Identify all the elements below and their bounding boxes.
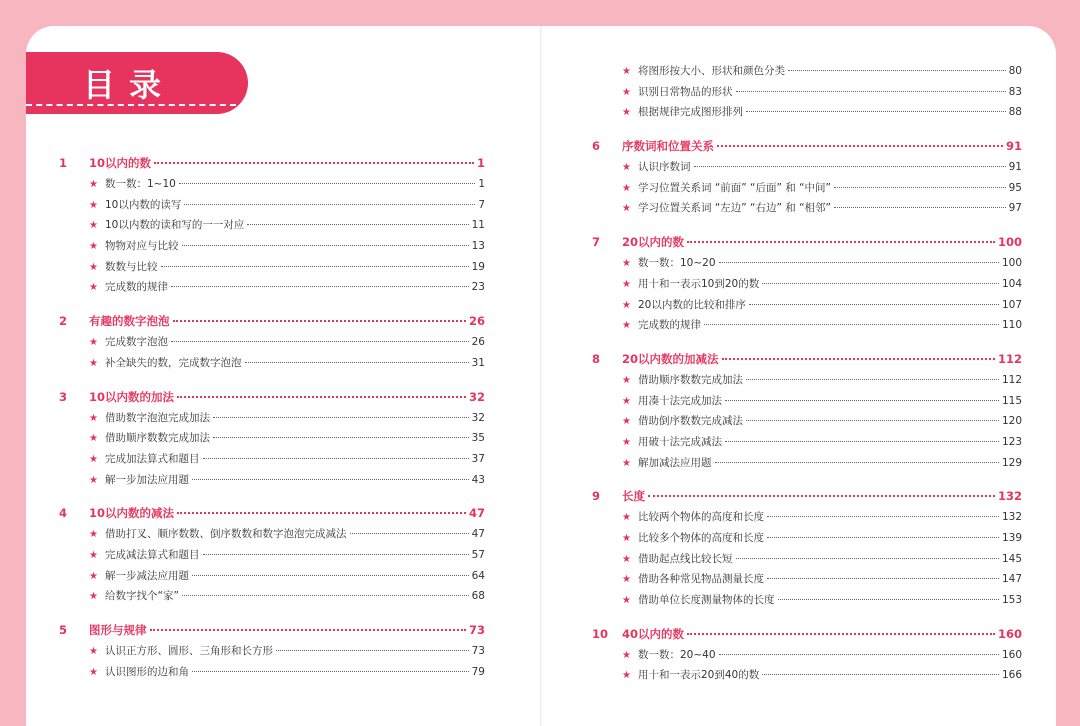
toc-item-label: 10以内数的读写 [105,198,182,211]
dot-leader [213,417,469,418]
toc-item-page: 115 [1001,394,1022,407]
dot-leader [725,441,999,442]
dot-leader [715,462,999,463]
dot-leader [746,111,1006,112]
toc-item-page: 35 [471,432,485,445]
chapter-number: 4 [59,506,68,521]
star-icon: ★ [89,666,98,678]
toc-item[interactable] [592,528,1022,549]
dot-leader [767,537,999,538]
toc-chapter-heading[interactable] [59,386,485,408]
dot-leader [762,283,999,284]
chapter-number: 3 [59,389,68,404]
toc-chapter-heading[interactable] [592,348,1022,370]
toc-item-page: 73 [471,645,485,657]
toc-item-label: 比较两个物体的高度和长度 [638,511,764,524]
toc-item-label: 将图形按大小、形状和颜色分类 [638,65,785,77]
toc-item-page: 7 [478,198,485,211]
dot-leader [247,224,468,225]
dot-leader [192,671,469,672]
star-icon: ★ [622,299,631,311]
star-icon: ★ [622,66,631,77]
toc-item[interactable] [592,295,1022,316]
toc-chapter [59,386,485,491]
toc-item-label: 认识序数词 [638,161,691,174]
toc-item-page: 95 [1008,181,1022,194]
toc-item-label: 借助单位长度测量物体的长度 [638,594,775,607]
chapter-number: 5 [59,623,68,637]
toc-item-label: 学习位置关系词 “前面” “后面” 和 “中间” [638,181,831,194]
toc-item-label: 完成数的规律 [105,281,168,294]
toc-item-label: 物物对应与比较 [105,240,179,253]
dot-leader [350,533,469,534]
toc-item-page: 160 [1001,648,1022,661]
star-icon: ★ [622,574,631,586]
star-icon: ★ [89,412,98,424]
star-icon: ★ [89,570,98,582]
star-icon: ★ [89,453,98,465]
toc-item-page: 120 [1001,415,1022,428]
toc-item-label: 用破十法完成减法 [638,435,722,448]
chapter-page: 132 [997,489,1022,504]
star-icon: ★ [622,670,631,682]
toc-item-page: 23 [471,281,485,294]
toc-item[interactable] [59,257,485,278]
page-title: 目录 [83,66,176,104]
dot-leader [245,362,469,363]
star-icon: ★ [622,595,631,607]
toc-item[interactable] [592,178,1022,199]
toc-item-label: 认识图形的边和角 [105,665,189,678]
chapter-page: 32 [468,389,485,404]
toc-item[interactable] [59,408,485,429]
dot-leader [276,650,469,651]
toc-item[interactable] [592,315,1022,336]
toc-item[interactable] [59,545,485,566]
dot-leader [788,70,1006,71]
toc-item[interactable] [592,590,1022,611]
toc-item[interactable] [59,277,485,298]
star-icon: ★ [89,474,98,486]
chapter-title: 有趣的数字泡泡 [89,314,170,329]
toc-chapter-heading[interactable] [59,619,485,641]
toc-item[interactable] [592,82,1022,103]
toc-item[interactable] [592,507,1022,528]
dot-leader [213,437,469,438]
toc-item[interactable] [59,662,485,683]
chapter-title: 10以内数的加法 [89,389,175,404]
toc-item-page: 153 [1001,594,1022,607]
toc-item-page: 110 [1001,319,1022,332]
star-icon: ★ [89,199,98,211]
star-icon: ★ [622,258,631,270]
chapter-number: 10 [592,626,609,641]
dot-leader [173,320,466,322]
toc-item-label: 20以内数的比较和排序 [638,298,746,311]
toc-item-page: 123 [1001,435,1022,448]
title-dashed-line [26,104,236,106]
dot-leader [171,341,469,342]
toc-item-page: 57 [471,548,485,561]
star-icon: ★ [89,220,98,232]
toc-item-label: 借助各种常见物品测量长度 [638,573,764,586]
toc-item-page: 129 [1001,456,1022,469]
dot-leader [171,286,469,287]
star-icon: ★ [622,533,631,544]
chapter-number: 9 [592,489,601,504]
toc-item[interactable] [592,665,1022,686]
toc-item-label: 完成数的规律 [638,319,701,332]
star-icon: ★ [89,433,98,445]
chapter-number: 8 [592,351,601,366]
toc-chapter [592,231,1022,336]
star-icon: ★ [89,241,98,253]
toc-item[interactable] [592,253,1022,274]
toc-chapter [592,348,1022,473]
toc-item-label: 借助数字泡泡完成加法 [105,411,210,424]
toc-item[interactable] [592,453,1022,474]
toc-item-page: 13 [471,240,485,253]
dot-leader [719,262,999,263]
toc-item[interactable] [59,332,485,353]
toc-item[interactable] [59,449,485,470]
chapter-number: 1 [59,156,68,170]
star-icon: ★ [622,416,631,428]
toc-right-column [592,61,1022,686]
star-icon: ★ [622,320,631,332]
toc-chapter-heading[interactable] [59,502,485,524]
chapter-page: 73 [468,623,485,637]
toc-item-label: 数一数：10~20 [638,257,716,270]
star-icon: ★ [89,337,98,349]
toc-item[interactable] [59,174,485,195]
star-icon: ★ [622,374,631,386]
toc-chapter-heading[interactable] [592,485,1022,507]
chapter-number: 6 [592,139,601,154]
toc-chapter [59,619,485,682]
toc-item-label: 识别日常物品的形状 [638,85,733,98]
toc-item[interactable] [592,411,1022,432]
dot-leader [648,495,995,497]
dot-leader [746,420,999,421]
dot-leader [762,674,999,675]
toc-item-page: 47 [471,528,485,541]
toc-item[interactable] [59,215,485,236]
star-icon: ★ [622,649,631,661]
toc-chapter [59,152,485,298]
toc-item-label: 借助倒序数数完成减法 [638,415,743,428]
toc-item-label: 完成加法算式和题目 [105,452,200,465]
toc-chapter-heading[interactable] [592,231,1022,253]
toc-spread [26,26,1056,726]
toc-item[interactable] [592,391,1022,412]
toc-item-label: 解一步加法应用题 [105,473,189,486]
toc-item[interactable] [59,428,485,449]
star-icon: ★ [622,107,631,119]
star-icon: ★ [89,549,98,561]
dot-leader [746,379,999,380]
toc-item-page: 91 [1008,161,1022,174]
toc-item-page: 19 [471,260,485,273]
chapter-title: 图形与规律 [89,623,147,637]
chapter-page: 1 [476,156,485,170]
toc-item-page: 31 [471,356,485,369]
toc-item-page: 37 [471,452,485,465]
dot-leader [182,245,469,246]
toc-item-label: 比较多个物体的高度和长度 [638,532,764,544]
chapter-title: 10以内的数 [89,156,152,170]
star-icon: ★ [622,203,631,215]
dot-leader [719,654,999,655]
chapter-title: 序数词和位置关系 [622,139,714,154]
toc-item-label: 解加减法应用题 [638,456,712,469]
chapter-title: 40以内的数 [622,626,685,641]
toc-item-page: 100 [1001,257,1022,270]
dot-leader [704,324,999,325]
toc-item-label: 完成数字泡泡 [105,336,168,349]
star-icon: ★ [89,646,98,657]
toc-item-label: 数数与比较 [105,260,158,273]
toc-item[interactable] [592,274,1022,295]
toc-item[interactable] [59,195,485,216]
dot-leader [834,187,1006,188]
toc-item-label: 数一数：1~10 [105,178,176,190]
toc-item[interactable] [592,61,1022,82]
dot-leader [150,629,466,631]
dot-leader [749,304,999,305]
toc-item[interactable] [59,236,485,257]
toc-chapter [59,502,485,607]
title-banner [26,52,248,114]
toc-chapter-heading[interactable] [59,152,485,174]
dot-leader [182,595,469,596]
toc-item-page: 79 [471,665,485,678]
toc-item[interactable] [59,353,485,374]
star-icon: ★ [622,182,631,194]
dot-leader [161,266,469,267]
toc-item[interactable] [59,566,485,587]
dot-leader [717,145,1003,147]
toc-item[interactable] [592,157,1022,178]
toc-item[interactable] [592,198,1022,219]
toc-chapter [592,485,1022,610]
toc-item-label: 完成减法算式和题目 [105,548,200,561]
toc-chapter [592,623,1022,686]
dot-leader [767,578,999,579]
toc-item-label: 根据规律完成图形排列 [638,106,743,119]
star-icon: ★ [89,357,98,369]
star-icon: ★ [89,261,98,273]
dot-leader [179,183,475,184]
toc-item[interactable] [592,370,1022,391]
toc-item-label: 借助打叉、顺序数数、倒序数数和数字泡泡完成减法 [105,528,347,541]
toc-item[interactable] [592,102,1022,123]
toc-item-page: 107 [1001,298,1022,311]
toc-item-label: 解一步减法应用题 [105,569,189,582]
star-icon: ★ [622,86,631,98]
chapter-title: 20以内的数 [622,235,685,250]
toc-item-page: 11 [471,219,485,232]
star-icon: ★ [622,512,631,524]
star-icon: ★ [622,278,631,290]
chapter-title: 20以内数的加减法 [622,351,719,366]
toc-item-page: 132 [1001,511,1022,524]
chapter-page: 112 [997,351,1022,366]
toc-chapter-heading[interactable] [59,310,485,332]
star-icon: ★ [622,395,631,407]
star-icon: ★ [622,436,631,448]
toc-item-label: 10以内数的读和写的一一对应 [105,219,245,232]
toc-item-page: 83 [1008,85,1022,98]
toc-item-page: 80 [1008,65,1022,77]
toc-item[interactable] [59,586,485,607]
toc-chapter-heading[interactable] [592,623,1022,645]
toc-item-label: 认识正方形、圆形、三角形和长方形 [105,645,273,657]
star-icon: ★ [89,529,98,541]
star-icon: ★ [622,162,631,174]
toc-item-page: 147 [1001,573,1022,586]
toc-item-page: 139 [1001,532,1022,544]
toc-item-page: 26 [471,336,485,349]
dot-leader [203,458,469,459]
star-icon: ★ [89,591,98,603]
dot-leader [687,633,995,635]
dot-leader [767,516,999,517]
dot-leader [722,358,995,360]
dot-leader [778,599,999,600]
toc-chapter-heading[interactable] [592,135,1022,157]
toc-chapter [59,310,485,373]
chapter-page: 91 [1005,139,1022,154]
toc-item-page: 64 [471,569,485,582]
toc-item[interactable] [592,432,1022,453]
toc-item-page: 88 [1008,106,1022,119]
toc-item-label: 借助顺序数数完成加法 [638,373,743,386]
page-spine [540,26,542,726]
toc-item-page: 145 [1001,552,1022,565]
dot-leader [203,554,469,555]
chapter-page: 100 [997,235,1022,250]
dot-leader [834,207,1006,208]
toc-chapter [592,135,1022,219]
continued-items [592,61,1022,123]
star-icon: ★ [622,553,631,565]
toc-item-page: 112 [1001,373,1022,386]
chapter-page: 160 [997,626,1022,641]
dot-leader [725,400,999,401]
toc-item-label: 补全缺失的数，完成数字泡泡 [105,356,242,369]
dot-leader [736,91,1006,92]
toc-item-label: 用凑十法完成加法 [638,394,722,407]
star-icon: ★ [89,282,98,294]
toc-item-label: 学习位置关系词 “左边” “右边” 和 “相邻” [638,202,831,215]
chapter-number: 2 [59,314,68,329]
toc-item-label: 借助起点线比较长短 [638,552,733,565]
toc-item[interactable] [59,641,485,662]
dot-leader [192,479,469,480]
chapter-page: 26 [468,314,485,329]
dot-leader [177,512,466,514]
toc-item-page: 43 [471,473,485,486]
chapter-title: 10以内数的减法 [89,506,175,521]
toc-item-label: 用十和一表示20到40的数 [638,669,760,682]
dot-leader [177,396,466,398]
star-icon: ★ [89,179,98,190]
toc-item-label: 数一数：20~40 [638,648,716,661]
chapter-number: 7 [592,235,601,250]
toc-item-page: 104 [1001,277,1022,290]
chapter-page: 47 [468,506,485,521]
right-chapters [592,135,1022,686]
dot-leader [694,166,1006,167]
star-icon: ★ [622,457,631,469]
dot-leader [687,241,995,243]
toc-left-column [59,152,485,682]
chapter-title: 长度 [622,489,645,504]
dot-leader [736,558,999,559]
toc-item[interactable] [59,524,485,545]
toc-item-label: 给数字找个“家” [105,590,179,603]
toc-item-page: 32 [471,411,485,424]
toc-item[interactable] [592,569,1022,590]
toc-item[interactable] [59,470,485,491]
toc-item[interactable] [592,549,1022,570]
toc-item-page: 97 [1008,202,1022,215]
toc-item-page: 68 [471,590,485,603]
toc-item[interactable] [592,645,1022,666]
dot-leader [154,162,474,164]
toc-item-page: 166 [1001,669,1022,682]
toc-item-label: 用十和一表示10到20的数 [638,277,760,290]
dot-leader [192,575,469,576]
toc-item-label: 借助顺序数数完成加法 [105,432,210,445]
dot-leader [184,204,475,205]
toc-item-page: 1 [478,178,485,190]
